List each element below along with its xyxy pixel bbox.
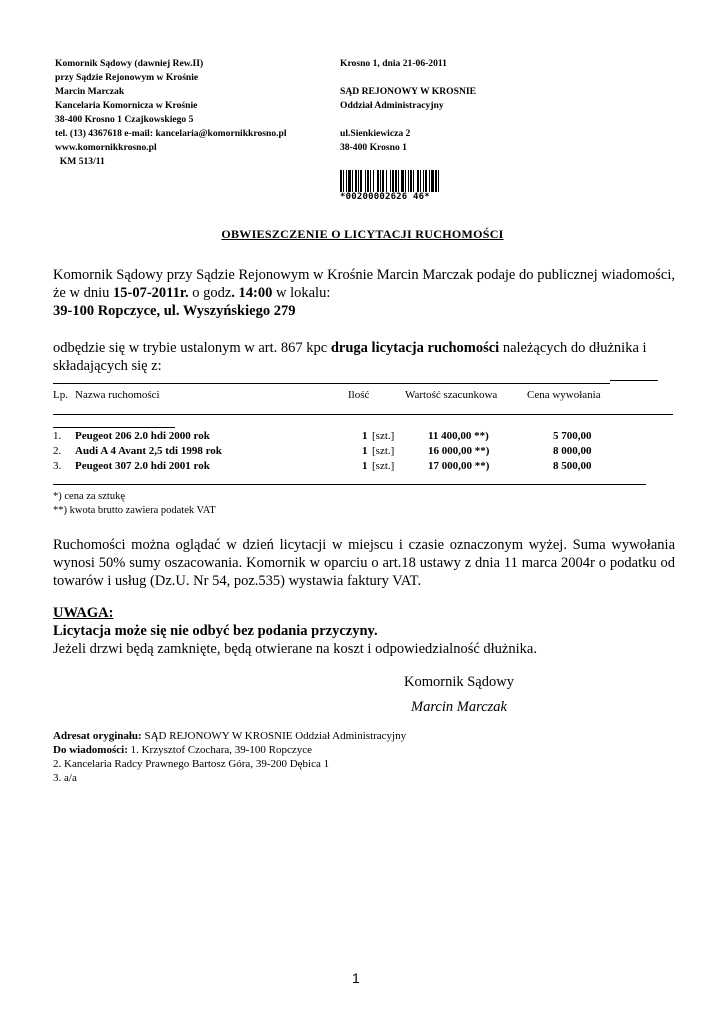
sender-line: www.komornikkrosno.pl — [55, 142, 157, 153]
recipient-block — [340, 57, 580, 155]
warning-title: UWAGA: — [53, 605, 114, 621]
document-date: Krosno 1, dnia 21-06-2011 — [340, 58, 447, 69]
table-row: 1. Peugeot 206 2.0 hdi 2000 rok 1 [szt.] 11 400,00 **) 5 700,00 — [53, 430, 592, 442]
col-header-lp: Lp. — [53, 389, 68, 401]
sender-line: przy Sądzie Rejonowym w Krośnie — [55, 72, 199, 83]
sender-block — [55, 57, 345, 169]
cc-line: 3. a/a — [53, 772, 77, 784]
col-header-qty: Ilość — [348, 389, 370, 401]
cc-line: 2. Kancelaria Radcy Prawnego Bartosz Góra, 39-200 Dębica 1 — [53, 758, 330, 770]
page-number: 1 — [352, 970, 360, 986]
recipient-court: SĄD REJONOWY W KROSNIE — [340, 86, 477, 97]
cc-label: Do wiadomości: — [53, 744, 128, 756]
col-header-name: Nazwa ruchomości — [75, 389, 160, 401]
case-number: KM 513/11 — [55, 156, 105, 167]
footnote: **) kwota brutto zawiera podatek VAT — [53, 505, 216, 516]
adresat-label: Adresat oryginału: — [53, 730, 142, 742]
table-header-rule — [53, 414, 673, 415]
table-top-rule-right — [610, 380, 658, 381]
table-row: 3. Peugeot 307 2.0 hdi 2001 rok 1 [szt.] 17 000,00 **) 8 500,00 — [53, 460, 592, 472]
col-header-value: Wartość szacunkowa — [405, 389, 498, 401]
recipient-dept: Oddział Administracyjny — [340, 100, 444, 111]
barcode-number: *00200002626 46* — [340, 192, 430, 202]
description-paragraph: odbędzie się w trybie ustalonym w art. 867 kpc druga licytacja ruchomości należących do dłużnika i składających się z: — [53, 340, 647, 374]
table-short-rule — [53, 427, 175, 428]
sender-line: tel. (13) 4367618 e-mail: kancelaria@komornikkrosno.pl — [55, 128, 287, 139]
auction-time: . 14:00 — [231, 285, 273, 301]
auction-type: druga licytacja ruchomości — [330, 340, 500, 356]
table-row: 2. Audi A 4 Avant 2,5 tdi 1998 rok 1 [szt.] 16 000,00 **) 8 000,00 — [53, 445, 592, 457]
sender-line: Komornik Sądowy (dawniej Rew.II) — [55, 58, 204, 69]
footnotes — [53, 490, 216, 518]
viewing-paragraph: Ruchomości można oglądać w dzień licytacji w miejscu i czasie oznaczonym wyżej. Suma wywołania wynosi 50% sumy oszacowania. Komornik w oparciu o art.18 ustawy z dnia 11 marca 2004r o podatku od towarów i usług (Dz.U. Nr 54, poz.535) wystawia faktury VAT. — [53, 537, 675, 589]
barcode-bar — [439, 170, 441, 192]
table-top-rule — [53, 383, 610, 384]
sender-line: 38-400 Krosno 1 Czajkowskiego 5 — [55, 114, 194, 125]
distribution-list: Adresat oryginału: SĄD REJONOWY W KROSNIE Oddział Administracyjny Do wiadomości: 1. Krzysztof Czochara, 39-100 Ropczyce 2. Kancelaria Radcy Prawnego Bartosz Góra, 39-200 Dębica 1 3. a/a — [53, 730, 407, 784]
table-bottom-rule — [53, 484, 646, 485]
signature-role: Komornik Sądowy — [404, 674, 514, 690]
document-title: OBWIESZCZENIE O LICYTACJI RUCHOMOŚCI — [221, 227, 504, 241]
sender-line: Kancelaria Komornicza w Krośnie — [55, 100, 198, 111]
warning-line: Licytacja może się nie odbyć bez podania przyczyny. — [53, 623, 378, 639]
sender-line: Marcin Marczak — [55, 86, 125, 97]
recipient-city: 38-400 Krosno 1 — [340, 142, 407, 153]
auction-place: 39-100 Ropczyce, ul. Wyszyńskiego 279 — [53, 303, 296, 319]
signature-name: Marcin Marczak — [411, 699, 507, 715]
auction-date: 15-07-2011r. — [113, 285, 189, 301]
barcode-bars — [340, 170, 472, 192]
intro-paragraph: Komornik Sądowy przy Sądzie Rejonowym w Krośnie Marcin Marczak podaje do publicznej wiadomości, że w dniu 15-07-2011r. o godz. 14:00 w lokalu: — [53, 267, 675, 301]
warning-block — [53, 604, 537, 658]
footnote: *) cena za sztukę — [53, 491, 125, 502]
barcode — [340, 170, 472, 202]
recipient-street: ul.Sienkiewicza 2 — [340, 128, 411, 139]
warning-line: Jeżeli drzwi będą zamknięte, będą otwierane na koszt i odpowiedzialność dłużnika. — [53, 641, 537, 657]
col-header-price: Cena wywołania — [527, 389, 601, 401]
